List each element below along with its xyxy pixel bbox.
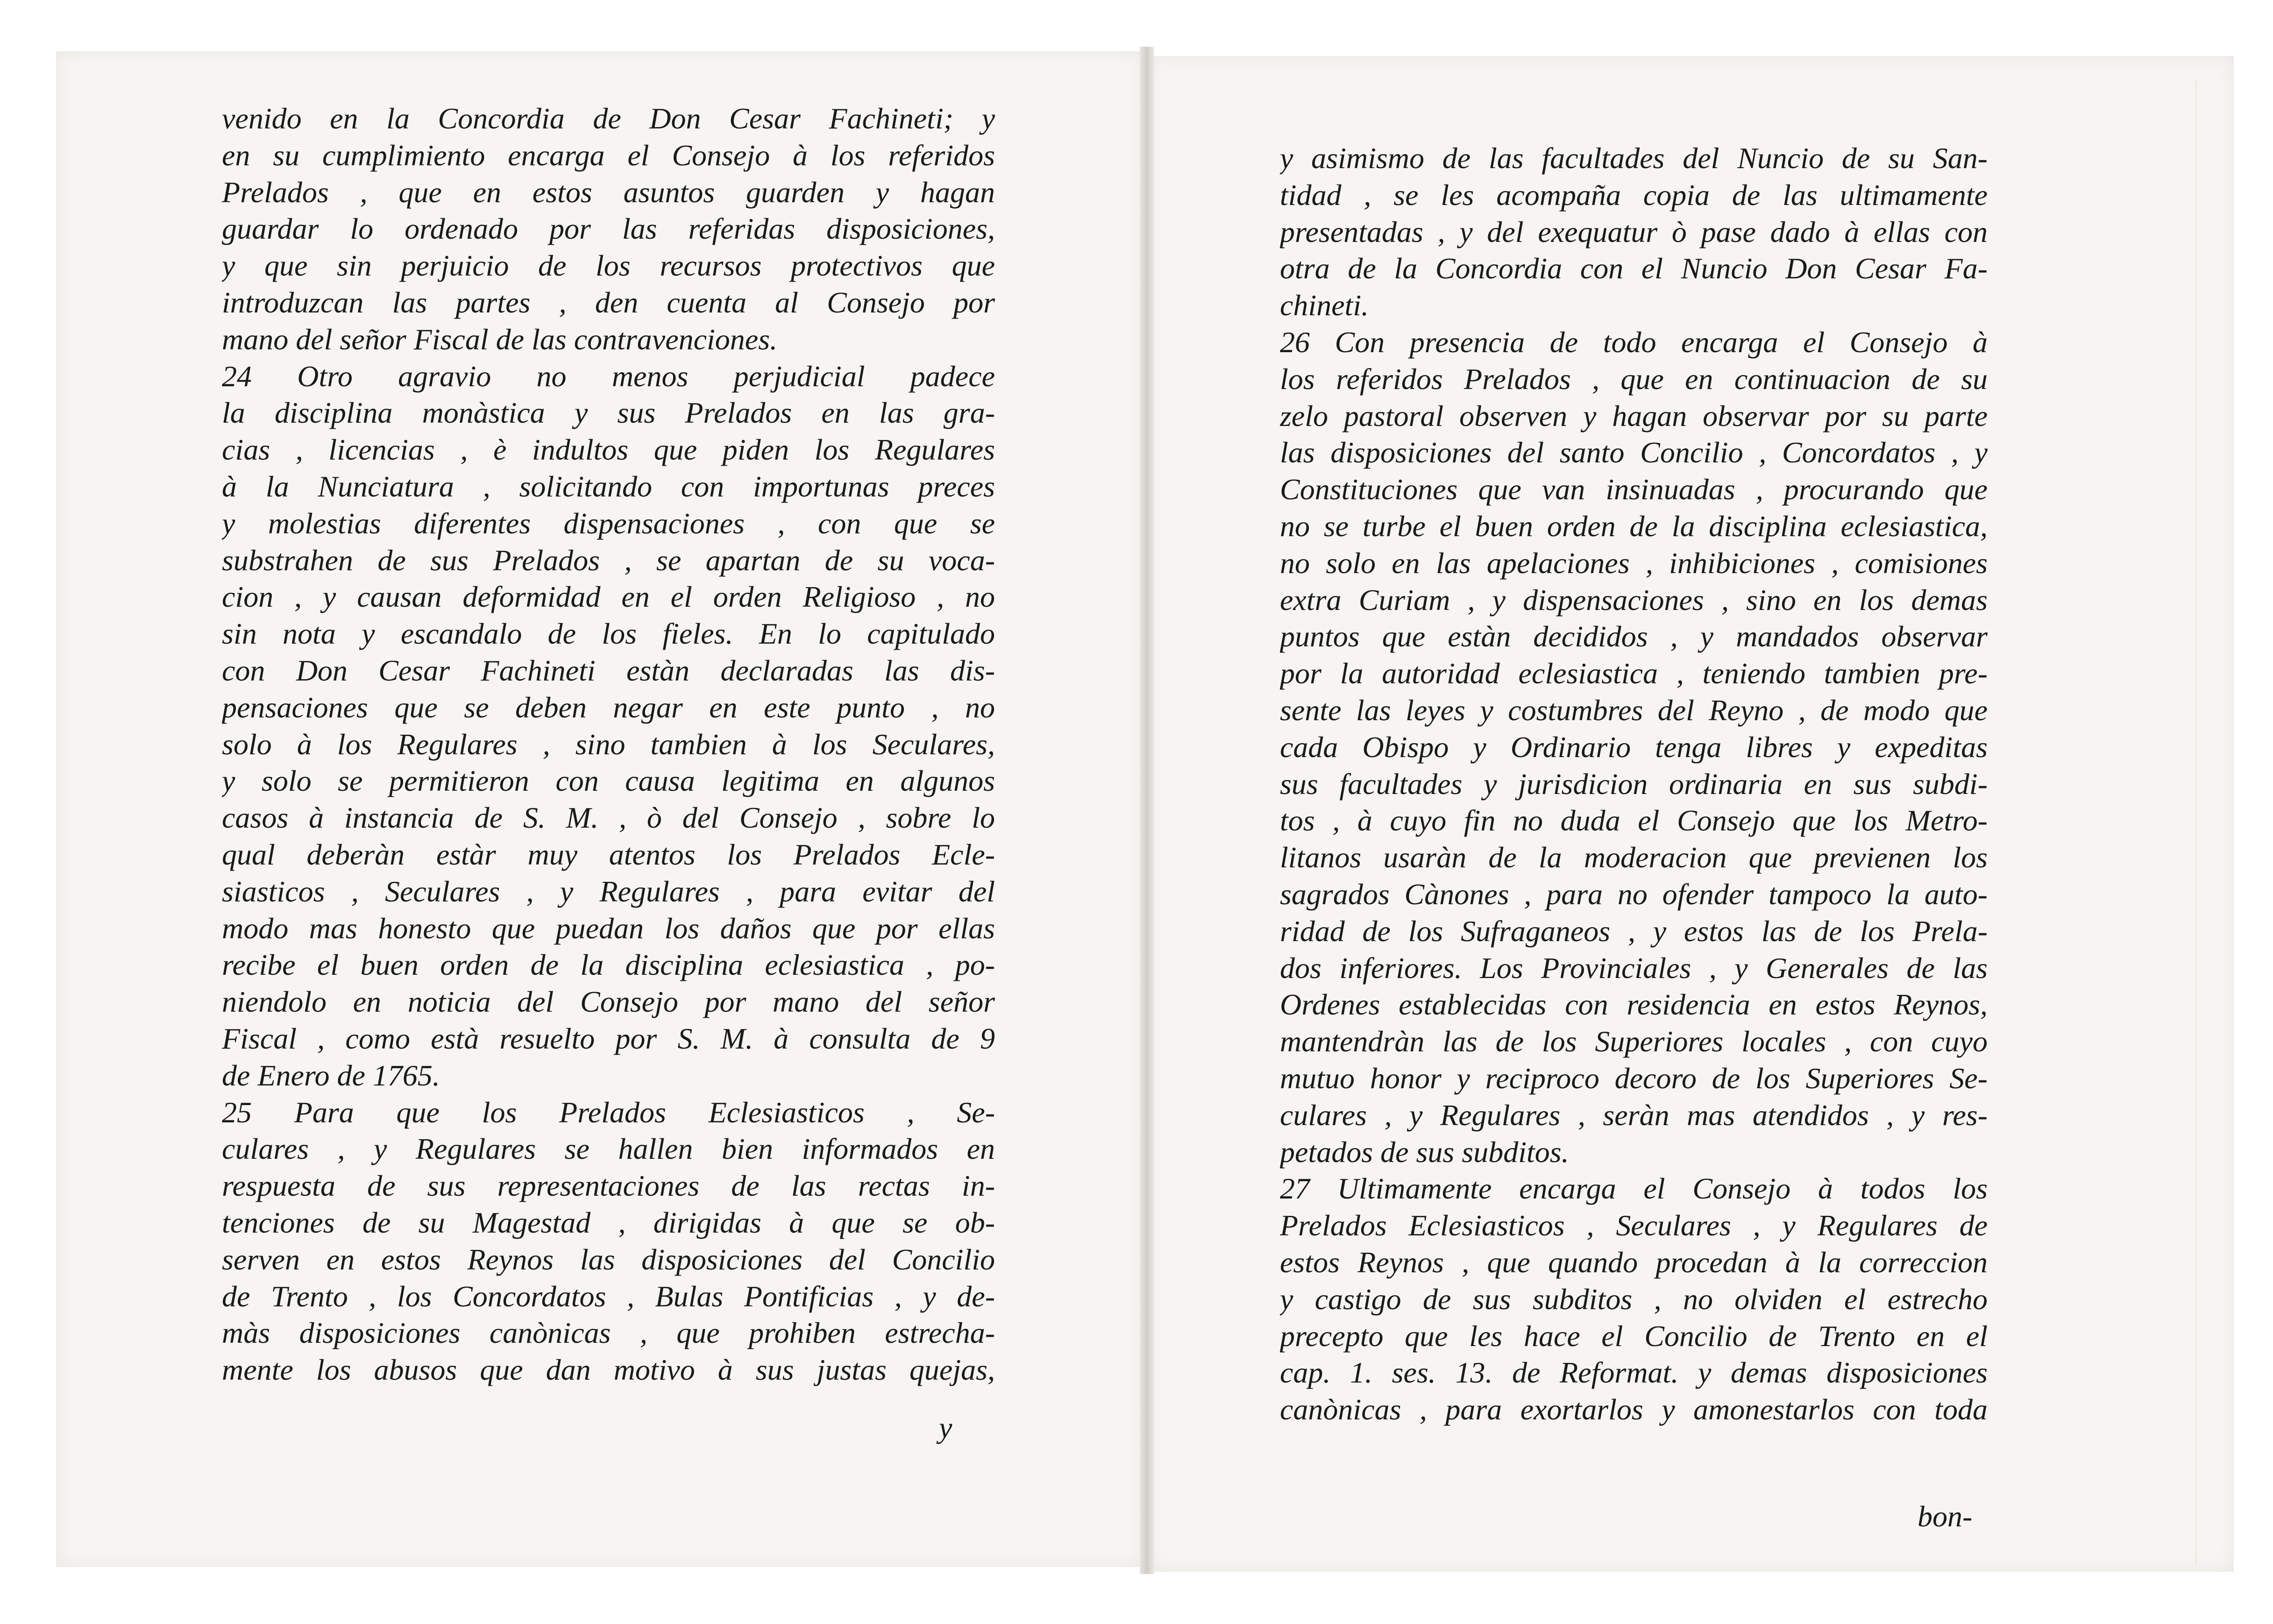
text-line: con Don Cesar Fachineti estàn declaradas las dis-: [222, 653, 995, 687]
text-line: siasticos , Seculares , y Regulares , para evitar del: [222, 874, 995, 908]
text-line: niendolo en noticia del Consejo por mano del señor: [222, 985, 995, 1019]
text-line: otra de la Concordia con el Nuncio Don Cesar Fa-: [1280, 252, 1988, 285]
text-line: solo à los Regulares , sino tambien à los Seculares,: [222, 727, 995, 761]
text-line: las disposiciones del santo Concilio , Concordatos , y: [1280, 436, 1988, 469]
text-line: Fiscal , como està resuelto por S. M. à consulta de 9: [222, 1021, 995, 1055]
text-line: en su cumplimiento encarga el Consejo à los referidos: [222, 138, 995, 172]
text-line: mutuo honor y reciproco decoro de los Superiores Se-: [1280, 1061, 1988, 1095]
text-line: no se turbe el buen orden de la disciplina eclesiastica,: [1280, 509, 1988, 543]
text-line: presentadas , y del exequatur ò pase dado à ellas con: [1280, 215, 1988, 248]
text-line: pensaciones que se deben negar en este punto , no: [222, 690, 995, 724]
text-line: cias , licencias , è indultos que piden los Regulares: [222, 433, 995, 467]
text-line: litanos usaràn de la moderacion que previenen los: [1280, 841, 1988, 874]
text-line: y asimismo de las facultades del Nuncio de su San-: [1280, 142, 1988, 175]
text-line: à la Nunciatura , solicitando con importunas preces: [222, 469, 995, 503]
left-page-text: [222, 100, 995, 1441]
text-line: zelo pastoral observen y hagan observar por su parte: [1280, 399, 1988, 433]
text-line: recibe el buen orden de la disciplina eclesiastica , po-: [222, 948, 995, 982]
text-line: de Enero de 1765.: [222, 1058, 440, 1092]
text-line: puntos que estàn decididos , y mandados observar: [1280, 620, 1988, 653]
text-line: 26 Con presencia de todo encarga el Consejo à: [1280, 325, 1988, 359]
text-line: respuesta de sus representaciones de las rectas in-: [222, 1169, 995, 1203]
text-line: modo mas honesto que puedan los daños que por ellas: [222, 911, 995, 945]
text-line: 25 Para que los Prelados Eclesiasticos , Se-: [222, 1095, 995, 1129]
text-line: tos , à cuyo fin no duda el Consejo que los Metro-: [1280, 804, 1988, 837]
text-line: 24 Otro agravio no menos perjudicial padece: [222, 359, 995, 393]
text-line: chineti.: [1280, 289, 1369, 322]
catchword: y: [939, 1411, 952, 1444]
text-line: culares , y Regulares , seràn mas atendidos , y res-: [1280, 1098, 1988, 1132]
text-line: y molestias diferentes dispensaciones , con que se: [222, 506, 995, 540]
text-line: cada Obispo y Ordinario tenga libres y expeditas: [1280, 730, 1988, 764]
text-line: serven en estos Reynos las disposiciones del Concilio: [222, 1242, 995, 1276]
text-line: substrahen de sus Prelados , se apartan de su voca-: [222, 543, 995, 577]
text-line: petados de sus subditos.: [1280, 1135, 1569, 1169]
text-line: mantendràn las de los Superiores locales , con cuyo: [1280, 1025, 1988, 1058]
catchword: bon-: [1918, 1500, 1973, 1533]
text-line: sagrados Cànones , para no ofender tampoco la auto-: [1280, 877, 1988, 911]
text-line: y que sin perjuicio de los recursos protectivos que: [222, 249, 995, 283]
text-line: 27 Ultimamente encarga el Consejo à todos los: [1280, 1172, 1988, 1206]
text-line: sin nota y escandalo de los fieles. En lo capitulado: [222, 617, 995, 651]
text-line: estos Reynos , que quando procedan à la correccion: [1280, 1245, 1988, 1279]
text-line: los referidos Prelados , que en continuacion de su: [1280, 362, 1988, 396]
text-line: Prelados , que en estos asuntos guarden y hagan: [222, 175, 995, 209]
text-line: mano del señor Fiscal de las contravenciones.: [222, 322, 778, 356]
text-line: extra Curiam , y dispensaciones , sino en los demas: [1280, 583, 1988, 617]
text-line: sente las leyes y costumbres del Reyno , de modo que: [1280, 693, 1988, 727]
text-line: qual deberàn estàr muy atentos los Prelados Ecle-: [222, 837, 995, 871]
book-spine: [1140, 47, 1154, 1574]
text-line: Constituciones que van insinuadas , procurando que: [1280, 473, 1988, 506]
page-edge: [2195, 79, 2248, 1565]
text-line: Prelados Eclesiasticos , Seculares , y Regulares de: [1280, 1209, 1988, 1242]
text-line: mente los abusos que dan motivo à sus justas quejas,: [222, 1353, 995, 1387]
text-line: de Trento , los Concordatos , Bulas Pontificias , y de-: [222, 1279, 995, 1313]
text-line: canònicas , para exortarlos y amonestarlos con toda: [1280, 1393, 1988, 1426]
text-line: por la autoridad eclesiastica , teniendo tambien pre-: [1280, 657, 1988, 690]
text-line: y solo se permitieron con causa legitima en algunos: [222, 764, 995, 798]
text-line: màs disposiciones canònicas , que prohiben estrecha-: [222, 1316, 995, 1350]
text-line: no solo en las apelaciones , inhibiciones , comisiones: [1280, 546, 1988, 580]
text-line: ridad de los Sufraganeos , y estos las de los Prela-: [1280, 914, 1988, 948]
text-line: venido en la Concordia de Don Cesar Fachineti; y: [222, 102, 995, 135]
text-line: la disciplina monàstica y sus Prelados en las gra-: [222, 396, 995, 430]
text-line: dos inferiores. Los Provinciales , y Generales de las: [1280, 951, 1988, 985]
text-line: y castigo de sus subditos , no olviden el estrecho: [1280, 1282, 1988, 1316]
text-line: tidad , se les acompaña copia de las ultimamente: [1280, 178, 1988, 212]
right-page-text: [1280, 140, 1988, 1527]
text-line: precepto que les hace el Concilio de Trento en el: [1280, 1319, 1988, 1353]
text-line: sus facultades y jurisdicion ordinaria en sus subdi-: [1280, 767, 1988, 801]
text-line: introduzcan las partes , den cuenta al Consejo por: [222, 285, 995, 319]
text-line: cion , y causan deformidad en el orden Religioso , no: [222, 580, 995, 614]
text-line: Ordenes establecidas con residencia en estos Reynos,: [1280, 988, 1988, 1021]
text-line: culares , y Regulares se hallen bien informados en: [222, 1132, 995, 1166]
text-line: tenciones de su Magestad , dirigidas à que se ob-: [222, 1206, 995, 1239]
text-line: cap. 1. ses. 13. de Reformat. y demas disposiciones: [1280, 1356, 1988, 1390]
text-line: casos à instancia de S. M. , ò del Consejo , sobre lo: [222, 801, 995, 835]
text-line: guardar lo ordenado por las referidas disposiciones,: [222, 212, 995, 246]
